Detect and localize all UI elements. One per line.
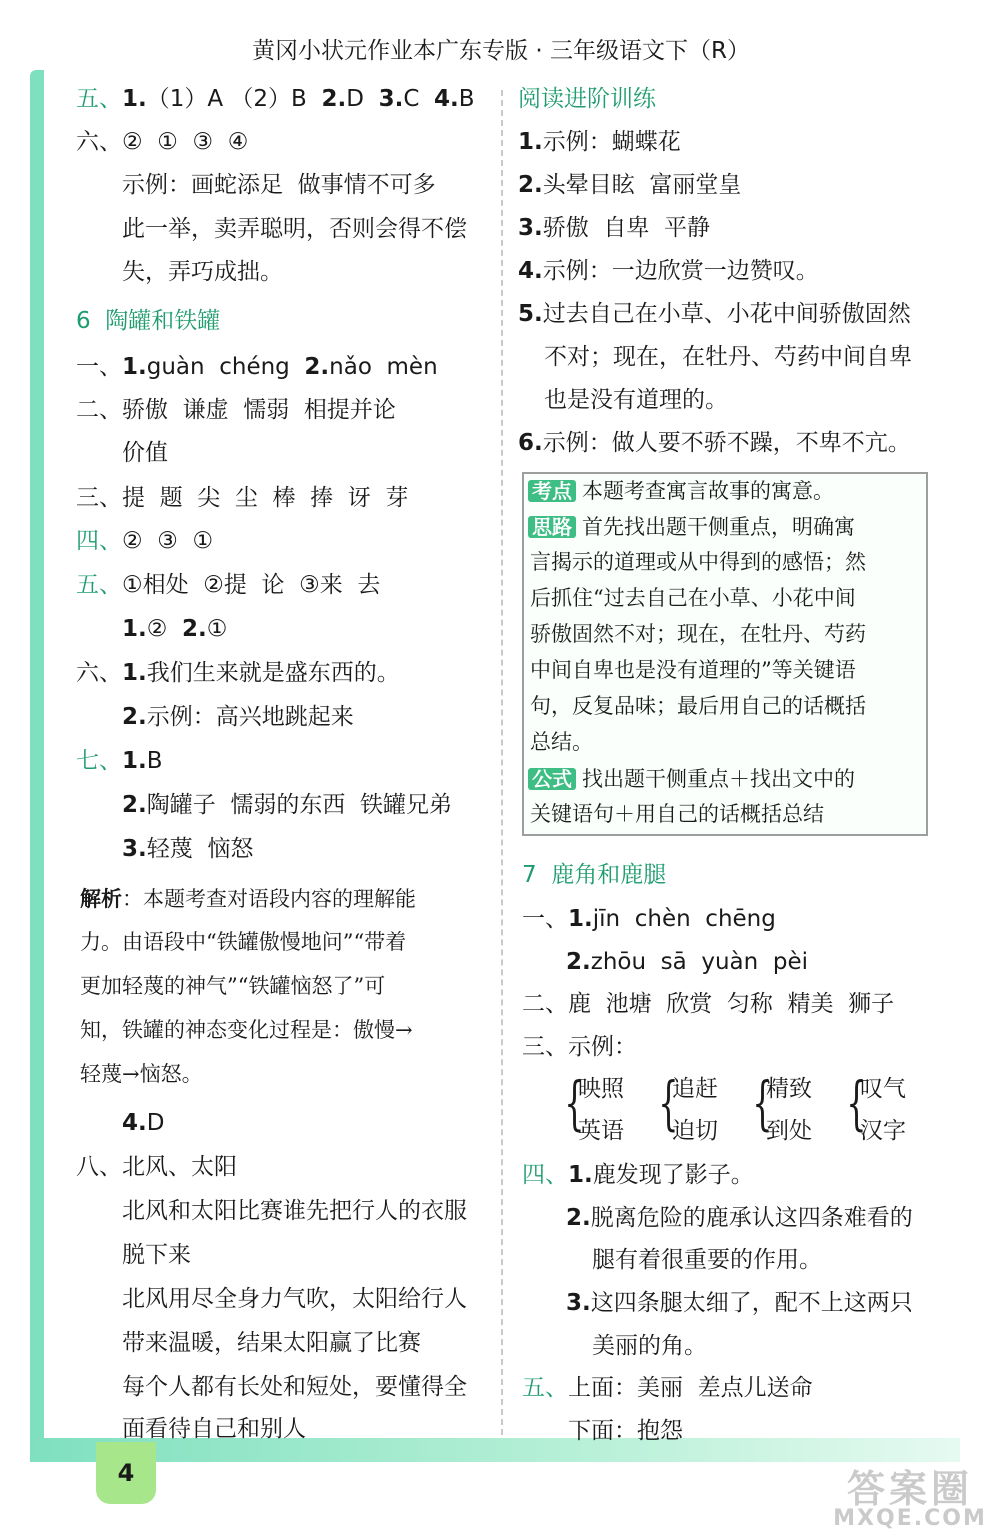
left-line-9: 价值 (122, 440, 168, 466)
box-line-2: 思路 首先找出题干侧重点，明确寓 (528, 516, 855, 538)
left-decor-band (30, 70, 44, 1450)
left-line-15: 2.示例：高兴地跳起来 (122, 704, 354, 730)
right-s8: 3.这四条腿太细了，配不上这两只 (566, 1290, 913, 1316)
right-s5: 四、1.鹿发现了影子。 (522, 1162, 754, 1188)
left-line-20: 八、北风、太阳 (76, 1154, 237, 1180)
right-line-2: 2.头晕目眩 富丽堂皇 (518, 172, 742, 198)
left-line-3: 示例：画蛇添足 做事情不可多 (122, 172, 436, 198)
analysis-line-2: 力。由语段中“铁罐傲慢地问”“带着 (80, 930, 407, 954)
brace-3: { (752, 1069, 773, 1137)
tag-gongshi: 公式 (528, 768, 576, 790)
right-line-7: 也是没有道理的。 (544, 387, 728, 413)
pair-1-bottom: 英语 (578, 1118, 624, 1144)
watermark: 答案圈 MXQE.COM (833, 1467, 987, 1531)
box-line-8: 总结。 (530, 730, 593, 754)
left-line-26: 面看待自己和别人 (122, 1416, 306, 1442)
left-line-1: 五、1.（1）A （2）B 2.D 3.C 4.B (76, 86, 475, 112)
right-s3: 二、鹿 池塘 欣赏 匀称 精美 狮子 (522, 991, 895, 1017)
analysis-line-3: 更加轻蔑的神气”“铁罐恼怒了”可 (80, 974, 386, 998)
right-s2: 2.zhōu sā yuàn pèi (566, 949, 808, 975)
right-line-3: 3.骄傲 自卑 平静 (518, 215, 710, 241)
right-s9: 美丽的角。 (592, 1333, 707, 1359)
pair-4-top: 叹气 (860, 1076, 906, 1102)
section-7-title: 7 鹿角和鹿腿 (522, 862, 667, 888)
left-line-19: 4.D (122, 1110, 165, 1136)
left-line-7: 一、1.guàn chéng 2.nǎo mèn (76, 354, 438, 380)
right-s1: 一、1.jīn chèn chēng (522, 906, 776, 932)
box-line-7: 句，反复品味；最后用自己的话概括 (530, 694, 866, 718)
tag-kaodian: 考点 (528, 480, 576, 502)
page-header: 黄冈小状元作业本广东专版 · 三年级语文下（R） (252, 38, 750, 64)
right-line-6: 不对；现在，在牡丹、芍药中间自卑 (544, 344, 912, 370)
right-line-1: 1.示例：蝴蝶花 (518, 129, 681, 155)
left-line-8: 二、骄傲 谦虚 懦弱 相提并论 (76, 397, 396, 423)
right-s10: 五、上面：美丽 差点儿送命 (522, 1375, 813, 1401)
pair-1-top: 映照 (578, 1076, 624, 1102)
section-6-title: 6 陶罐和铁罐 (76, 308, 221, 334)
page-number: 4 (96, 1442, 156, 1504)
column-divider (501, 90, 503, 1435)
left-line-17: 2.陶罐子 懦弱的东西 铁罐兄弟 (122, 792, 452, 818)
reading-section-title: 阅读进阶训练 (518, 86, 656, 112)
analysis-label: 解析 (80, 886, 122, 911)
box-line-4: 后抓住“过去自己在小草、小花中间 (530, 586, 856, 610)
left-line-12: 五、①相处 ②提 论 ③来 去 (76, 572, 381, 598)
left-line-11: 四、② ③ ① (76, 528, 214, 554)
box-line-3: 言揭示的道理或从中得到的感悟；然 (530, 550, 866, 574)
left-line-5: 失，弄巧成拙。 (122, 259, 283, 285)
pair-3-top: 精致 (766, 1076, 812, 1102)
tag-silu: 思路 (528, 516, 576, 538)
right-s11: 下面：抱怨 (568, 1418, 683, 1444)
left-line-22: 脱下来 (122, 1242, 191, 1268)
box-line-1: 考点 本题考查寓言故事的寓意。 (528, 480, 834, 502)
pair-2-top: 追赶 (672, 1076, 718, 1102)
box-line-9: 公式 找出题干侧重点＋找出文中的 (528, 768, 855, 790)
left-line-21: 北风和太阳比赛谁先把行人的衣服 (122, 1198, 467, 1224)
left-line-4: 此一举，卖弄聪明，否则会得不偿 (122, 216, 467, 242)
brace-4: { (846, 1069, 867, 1137)
left-line-13: 1.② 2.① (122, 616, 228, 642)
left-line-2: 六、② ① ③ ④ (76, 129, 249, 155)
pair-2-bottom: 迫切 (672, 1118, 718, 1144)
left-line-25: 每个人都有长处和短处，要懂得全 (122, 1374, 467, 1400)
right-s4: 三、示例： (522, 1034, 637, 1060)
right-line-5: 5.过去自己在小草、小花中间骄傲固然 (518, 301, 911, 327)
pair-4-bottom: 汉字 (860, 1118, 906, 1144)
left-line-18: 3.轻蔑 恼怒 (122, 836, 254, 862)
box-line-6: 中间自卑也是没有道理的”等关键语 (530, 658, 856, 682)
right-line-4: 4.示例：一边欣赏一边赞叹。 (518, 258, 819, 284)
right-s7: 腿有着很重要的作用。 (592, 1247, 822, 1273)
left-line-14: 六、1.我们生来就是盛东西的。 (76, 660, 400, 686)
left-line-23: 北风用尽全身力气吹，太阳给行人 (122, 1286, 467, 1312)
analysis-line-5: 轻蔑→恼怒。 (80, 1062, 203, 1086)
box-line-5: 骄傲固然不对；现在，在牡丹、芍药 (530, 622, 866, 646)
brace-2: { (658, 1069, 679, 1137)
left-line-10: 三、提 题 尖 尘 棒 捧 讶 芽 (76, 485, 409, 511)
left-line-16: 七、1.B (76, 748, 163, 774)
right-s6: 2.脱离危险的鹿承认这四条难看的 (566, 1205, 913, 1231)
left-line-24: 带来温暖，结果太阳赢了比赛 (122, 1330, 421, 1356)
analysis-line-1: 解析：本题考查对语段内容的理解能 (80, 886, 416, 911)
brace-1: { (564, 1069, 585, 1137)
analysis-line-4: 知，铁罐的神态变化过程是：傲慢→ (80, 1018, 413, 1042)
box-line-10: 关键语句＋用自己的话概括总结 (530, 802, 824, 826)
right-line-8: 6.示例：做人要不骄不躁，不卑不亢。 (518, 430, 911, 456)
pair-3-bottom: 到处 (766, 1118, 812, 1144)
